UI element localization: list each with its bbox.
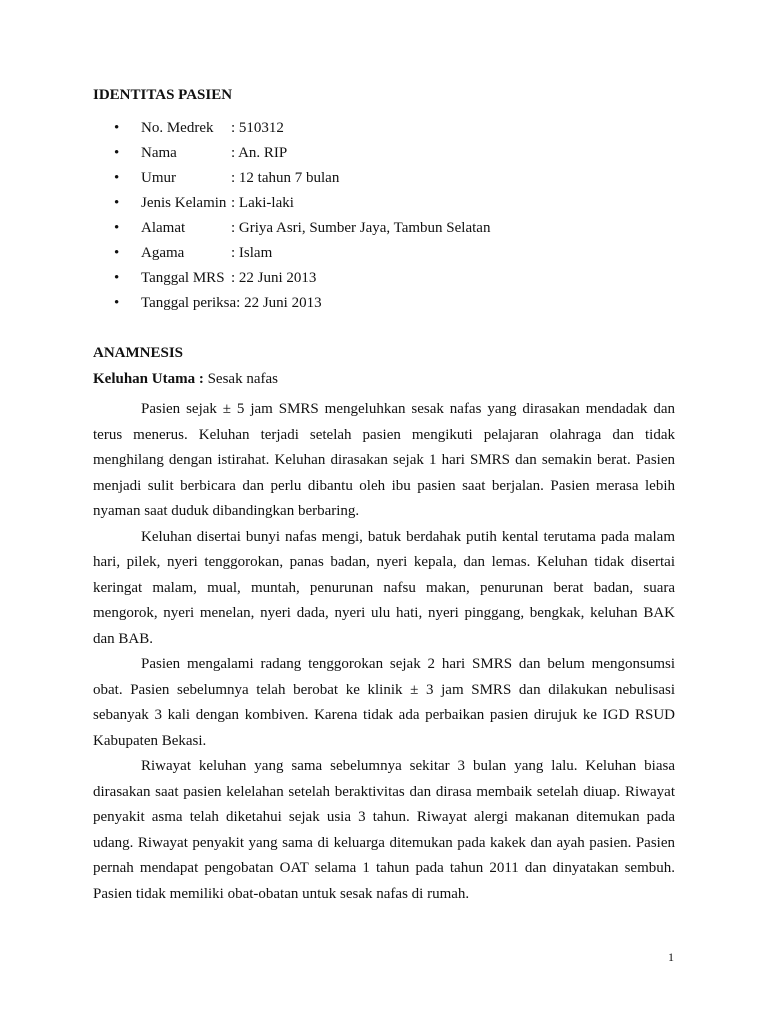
anamnesis-paragraph: Pasien sejak ± 5 jam SMRS mengeluhkan sesak nafas yang dirasakan mendadak dan terus menerus. Keluhan terjadi setelah pasien mengikuti pelajaran olahraga dan tidak menghilang dengan istirahat. Keluhan dirasakan sejak 1 hari SMRS dan semakin berat. Pasien menjadi sulit berbicara dan perlu dibantu oleh ibu pasien saat berjalan. Pasien merasa lebih nyaman saat duduk dibandingkan berbaring. [93,401,675,519]
identity-value: : 510312 [231,120,284,136]
identity-value: : Laki-laki [231,195,294,211]
keluhan-utama-label: Keluhan Utama : [93,371,204,387]
identity-label: Alamat [141,220,186,236]
anamnesis-paragraph: Keluhan disertai bunyi nafas mengi, batuk berdahak putih kental terutama pada malam hari, pilek, nyeri tenggorokan, panas badan, nyeri kepala, dan lemas. Keluhan tidak disertai keringat malam, mual, muntah, penurunan nafsu makan, penurunan berat badan, suara mengorok, nyeri menelan, nyeri dada, nyeri ulu hati, nyeri pinggang, bengkak, keluhan BAK dan BAB. [93,528,675,647]
bullet-icon: • [114,145,120,161]
bullet-icon: • [114,295,120,311]
identity-label: Agama [141,245,185,261]
bullet-icon: • [114,220,120,236]
identity-text: Tanggal periksa: 22 Juni 2013 [141,295,322,311]
keluhan-utama-value: Sesak nafas [203,371,278,387]
anamnesis-paragraph: Riwayat keluhan yang sama sebelumnya sekitar 3 bulan yang lalu. Keluhan biasa dirasakan saat pasien kelelahan setelah beraktivitas dan dirasa membaik setelah diuap. Riwayat penyakit asma telah diketahui sejak usia 3 tahun. Riwayat alergi makanan ditemukan pada udang. Riwayat penyakit yang sama di keluarga ditemukan pada kakek dan ayah pasien. Pasien pernah mendapat pengobatan OAT selama 1 tahun pada tahun 2011 dan dinyatakan sembuh. Pasien tidak memiliki obat-obatan untuk sesak nafas di rumah. [93,758,675,902]
bullet-icon: • [114,120,120,136]
bullet-icon: • [114,245,120,261]
identity-label: Umur [141,170,176,186]
anamnesis-body [93,397,675,907]
keluhan-utama [93,371,278,388]
identity-value: : 22 Juni 2013 [231,270,317,286]
identity-value: : An. RIP [231,145,288,161]
heading-identitas-pasien: IDENTITAS PASIEN [93,87,233,103]
identity-label: Nama [141,145,177,161]
identity-label: No. Medrek [141,120,214,136]
anamnesis-paragraph: Pasien mengalami radang tenggorokan sejak 2 hari SMRS dan belum mengonsumsi obat. Pasien sebelumnya telah berobat ke klinik ± 3 jam SMRS dan dilakukan nebulisasi sebanyak 3 kali dengan kombiven. Karena tidak ada perbaikan pasien dirujuk ke IGD RSUD Kabupaten Bekasi. [93,656,675,749]
identity-label: Jenis Kelamin [141,195,227,211]
bullet-icon: • [114,195,120,211]
heading-anamnesis: ANAMNESIS [93,345,184,361]
identity-label: Tanggal MRS [141,270,225,286]
identity-value: : Islam [231,245,273,261]
bullet-icon: • [114,170,120,186]
identity-value: : 12 tahun 7 bulan [231,170,340,186]
identity-value: : Griya Asri, Sumber Jaya, Tambun Selatan [231,220,491,236]
page-number: 1 [668,950,674,964]
bullet-icon: • [114,270,120,286]
